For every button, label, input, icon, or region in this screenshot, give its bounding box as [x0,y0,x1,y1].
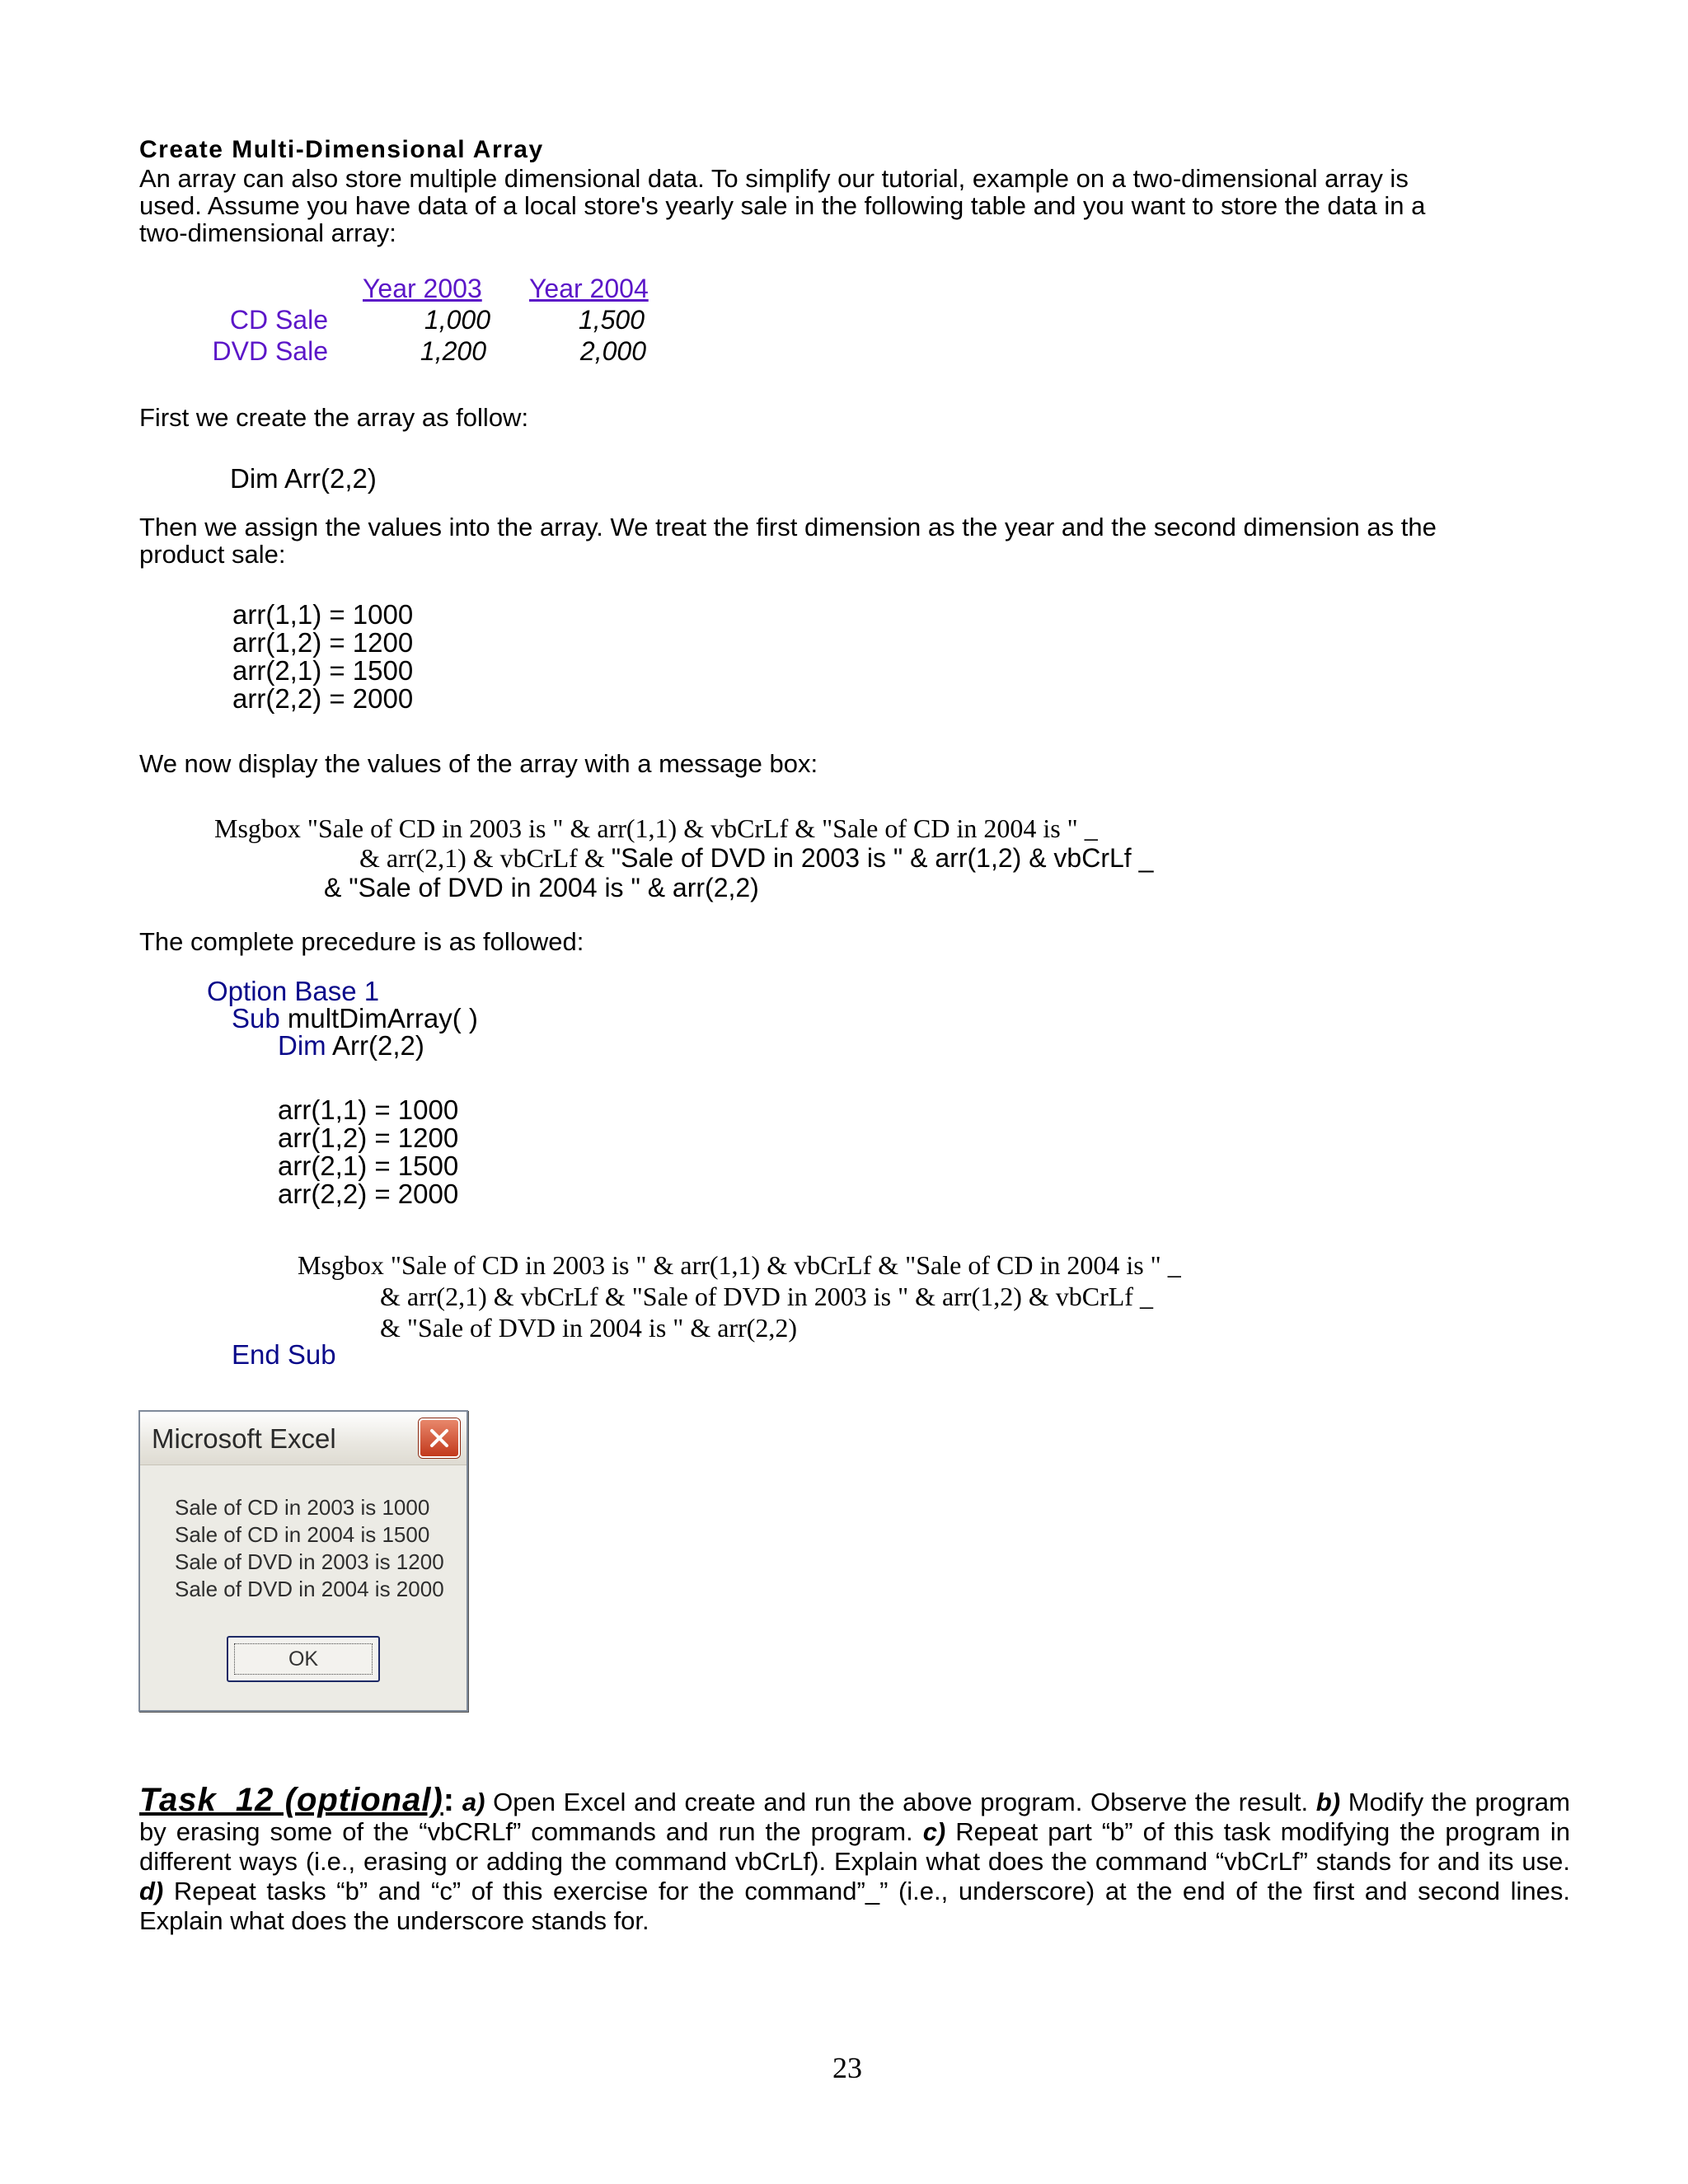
dialog-message-line: Sale of DVD in 2004 is 2000 [175,1577,444,1601]
end-sub-line: End Sub [232,1339,336,1370]
task-colon: : [443,1782,455,1818]
dialog-message [175,1494,444,1603]
assign-text-line: Then we assign the values into the array. We treat the first dimension as the year and the second dimension as the [139,513,1437,541]
cell-dvd-2003: 1,200 [420,336,486,366]
msgbox-line-2b: "Sale of DVD in 2003 is " & arr(1,2) & vbCrLf _ [611,843,1154,873]
msgbox-line-2 [359,843,1153,874]
msgbox-line-3: & "Sale of DVD in 2004 is " & arr(2,2) [324,873,759,902]
table-header-2004: Year 2004 [529,274,649,303]
sub-name: multDimArray( ) [279,1003,478,1033]
ok-button-label: OK [234,1643,373,1675]
sub-keyword: Sub [232,1003,280,1033]
msgbox-line-2a: & arr(2,1) & vbCrLf & [359,843,612,873]
code-line: arr(2,1) = 1500 [232,655,414,686]
dialog-title-bar [140,1412,467,1465]
sub-line [232,1005,478,1033]
dim-rest: Arr(2,2) [326,1030,424,1061]
excel-message-dialog [138,1410,468,1712]
dialog-message-line: Sale of CD in 2003 is 1000 [175,1495,430,1520]
code-line: arr(2,2) = 2000 [278,1179,459,1209]
dim-line [278,1032,424,1060]
dialog-message-line: Sale of CD in 2004 is 1500 [175,1522,430,1547]
task-title: Task_12 (optional) [139,1782,443,1818]
option-base-line: Option Base 1 [207,976,380,1006]
task-part-b-text: Modify the program by erasing some of the “vbCRLf” commands and run the program. [139,1788,1570,1846]
row-label-cd: CD Sale [229,305,328,335]
code-line: arr(2,1) = 1500 [278,1151,459,1181]
task-part-d-label: d) [139,1877,164,1905]
intro-line: used. Assume you have data of a local store's yearly sale in the following table and you want to store the data in a [139,191,1426,220]
code-line: arr(1,1) = 1000 [278,1094,459,1125]
task-part-b-label: b) [1315,1788,1341,1816]
procedure-msgbox-2: & arr(2,1) & vbCrLf & "Sale of DVD in 2003 is " & arr(1,2) & vbCrLf _ [380,1282,1153,1311]
task-part-c-text: Repeat part “b” of this task modifying the program in different ways (i.e., erasing or adding the command vbCrLf). Explain what does the command “vbCrLf” stands for and its use. [139,1817,1571,1876]
intro-line: two-dimensional array: [139,218,396,247]
task-part-c-label: c) [922,1817,946,1846]
row-label-dvd: DVD Sale [212,336,328,366]
code-line: arr(1,2) = 1200 [232,627,414,658]
dialog-title: Microsoft Excel [152,1423,336,1454]
dim-code: Dim Arr(2,2) [230,463,377,494]
cell-cd-2003: 1,000 [424,305,490,335]
ok-button[interactable] [227,1636,380,1682]
dialog-message-line: Sale of DVD in 2003 is 1200 [175,1549,444,1574]
intro-line: An array can also store multiple dimensional data. To simplify our tutorial, example on a two-dimensional array is [139,164,1409,193]
task-part-a-text: Open Excel and create and run the above program. Observe the result. [485,1788,1316,1816]
procedure-msgbox-1: Msgbox "Sale of CD in 2003 is " & arr(1,1) & vbCrLf & "Sale of CD in 2004 is " _ [298,1250,1181,1280]
procedure-assign-block [278,1096,458,1208]
assign-text-line: product sale: [139,540,286,569]
assign-code-block [232,601,413,713]
procedure-msgbox-3: & "Sale of DVD in 2004 is " & arr(2,2) [380,1313,798,1343]
display-text: We now display the values of the array with a message box: [139,749,818,778]
page-number: 23 [832,2051,862,2084]
msgbox-line-1: Msgbox "Sale of CD in 2003 is " & arr(1,1) & vbCrLf & "Sale of CD in 2004 is " _ [214,813,1098,843]
task-part-a-label: a) [462,1788,485,1816]
table-header-2003: Year 2003 [363,274,482,303]
task-part-d-text: Repeat tasks “b” and “c” of this exercise for the command”_” (i.e., underscore) at the end of the first and second lines. Explain what does the underscore stands for. [139,1877,1570,1935]
create-text: First we create the array as follow: [139,403,529,432]
cell-dvd-2004: 2,000 [579,336,646,366]
code-line: arr(1,1) = 1000 [232,599,414,630]
section-heading: Create Multi-Dimensional Array [139,136,544,163]
intro-paragraph [139,165,1425,246]
code-line: arr(1,2) = 1200 [278,1122,459,1153]
assign-paragraph [139,513,1437,568]
complete-text: The complete precedure is as followed: [139,927,584,956]
dim-keyword: Dim [278,1030,326,1061]
close-x-icon[interactable] [419,1418,460,1458]
task-paragraph [139,1782,1571,1936]
cell-cd-2004: 1,500 [578,305,645,335]
code-line: arr(2,2) = 2000 [232,683,414,714]
